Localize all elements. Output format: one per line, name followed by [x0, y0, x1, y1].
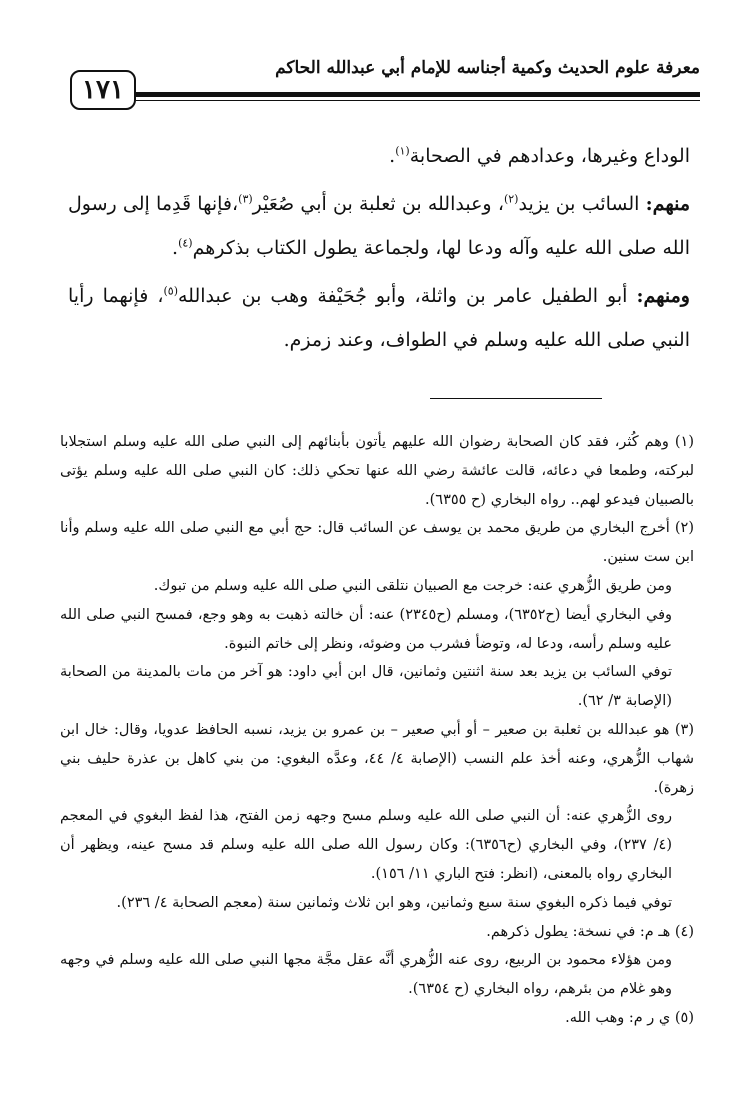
footnote-continuation: توفي فيما ذكره البغوي سنة سبع وثمانين، وهو ابن ثلاث وثمانين سنة (معجم الصحابة ٤/ ٢٣٦).: [116, 894, 672, 911]
footnote-continuation: ومن هؤلاء محمود بن الربيع، روى عنه الزُّهري أنَّه عقل مجَّة مجها النبي صلى الله عليه وسلم في وجهه وهو غلام من بئرهم، رواه البخاري (ح ٦٣٥٤).: [60, 952, 672, 998]
keyword-label: منهم:: [645, 193, 690, 215]
footnote-ref: (٢): [503, 192, 519, 206]
footnote: (٢) أخرج البخاري من طريق محمد بن يوسف عن السائب قال: حج أبي مع النبي صلى الله عليه وسلم وأنا ابن ست سنين.: [60, 520, 694, 566]
page-number: ١٧١: [70, 70, 136, 110]
page-header: [60, 52, 700, 112]
footnote: (١) وهم كُثر، فقد كان الصحابة رضوان الله عليهم يأتون بأبنائهم إلى النبي صلى الله عليه وسلم استجلابا لبركته، وطمعا في دعائه، قالت عائشة رضي الله عنها تحكي ذلك: كان النبي صلى الله عليه وسلم يؤتى بالصبيان فيدعو لهم.. رواه البخاري (ح ٦٣٥٥).: [60, 434, 694, 508]
footnote: (٤) هـ م: في نسخة: يطول ذكرهم.: [486, 923, 694, 940]
footnote-separator: [430, 398, 602, 399]
header-rule-thin: [136, 100, 700, 101]
paragraph-3: ومنهم: أبو الطفيل عامر بن واثلة، وأبو جُحَيْفة وهب بن عبدالله$^{(٥)}$، فإنهما رأيا النبي صلى الله عليه وسلم في الطواف، وعند زمزم.: [68, 284, 690, 351]
header-rule-thick: [136, 92, 700, 97]
keyword-label: ومنهم:: [636, 285, 690, 307]
footnote-continuation: ومن طريق الزُّهري عنه: خرجت مع الصبيان نتلقى النبي صلى الله عليه وسلم من تبوك.: [153, 577, 672, 594]
footnote: (٣) هو عبدالله بن ثعلبة بن صعير – أو أبي صعير – بن عمرو بن يزيد، نسبه الحافظ عدويا، وقال: خال ابن شهاب الزُّهري، وعنه أخذ علم النسب (الإصابة ٤/ ٤٤، وعدَّه البغوي: من بني كاهل بن عذرة حليف بني زهرة).: [60, 721, 694, 796]
footnote: (٥) ي ر م: وهب الله.: [565, 1009, 694, 1026]
footnote-continuation: روى الزُّهري عنه: أن النبي صلى الله عليه وسلم مسح وجهه زمن الفتح، هذا لفظ البغوي في المعجم (٤/ ٢٣٧)، وفي البخاري (ح٦٣٥٦): وكان رسول الله صلى الله عليه وسلم قد مسح عينه، ويظهر أن البخاري رواه بالمعنى، (انظر: فتح الباري ١١/ ١٥٦).: [60, 808, 673, 882]
footnote-ref: (٥): [163, 284, 178, 298]
paragraph-2: منهم: السائب بن يزيد$^{(٢)}$، وعبدالله بن ثعلبة بن أبي صُعَيْر$^{(٣)}$،فإنها قَدِما إلى رسول الله صلى الله عليه وآله ودعا لها، ولجماعة يطول الكتاب بذكرهم$^{(٤)}$.: [68, 192, 690, 259]
footnote-ref: (١): [395, 144, 410, 158]
main-text: [68, 134, 690, 366]
footnote-continuation: وفي البخاري أيضا (ح٦٣٥٢)، ومسلم (ح٢٣٤٥) عنه: أن خالته ذهبت به وهو وجع، فمسح النبي صلى الله عليه وسلم رأسه، ودعا له، وتوضأ فشرب من وضوئه، ونظر إلى خاتم النبوة.: [60, 606, 672, 652]
footnotes: [60, 428, 694, 1033]
footnote-ref: (٣): [238, 192, 253, 206]
paragraph-1: الوداع وغيرها، وعدادهم في الصحابة$^{(١)}$.: [389, 144, 690, 167]
footnote-ref: (٤): [178, 236, 193, 250]
running-title: معرفة علوم الحديث وكمية أجناسه للإمام أبي عبدالله الحاكم: [275, 58, 700, 78]
footnote-continuation: توفي السائب بن يزيد بعد سنة اثنتين وثمانين، قال ابن أبي داود: هو آخر من مات بالمدينة من الصحابة (الإصابة ٣/ ٦٢).: [60, 664, 672, 710]
